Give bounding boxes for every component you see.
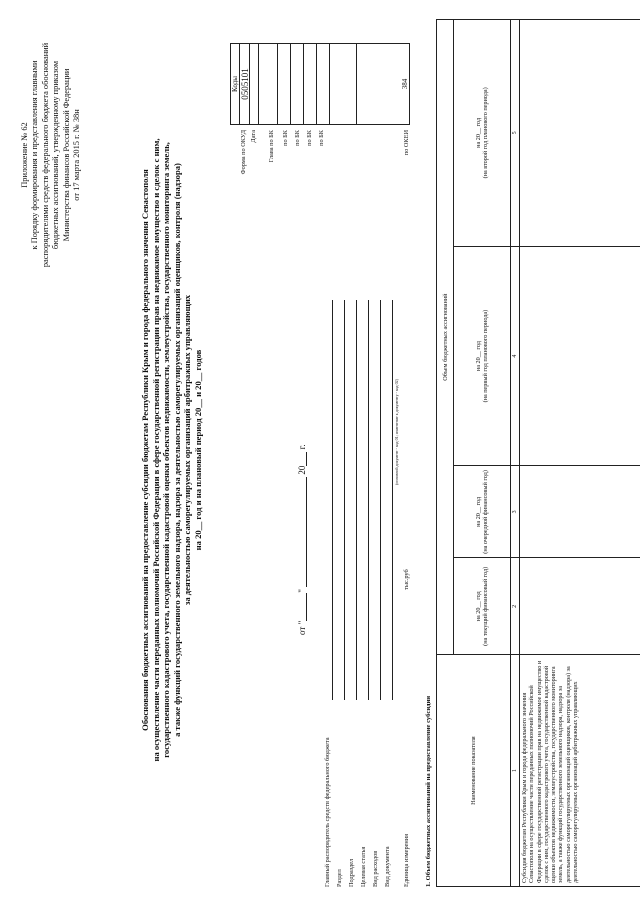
appendix-line: от 17 марта 2015 г. № 38н — [72, 109, 82, 201]
col-header-next-year: на 20__ год (на очередной финансовый год) — [454, 466, 511, 558]
unit-label: Единица измерения — [403, 833, 410, 887]
date-label: Дата — [250, 130, 257, 143]
col-header-plan-year-1: на 20__ год (на первый год планового периода) — [454, 246, 511, 466]
okei-label: по ОКЕИ — [403, 130, 410, 156]
codes-header: Коды — [231, 44, 240, 125]
appendix-line: распорядителями средств федерального бюджета обоснований — [40, 42, 50, 268]
col-number: 1 — [511, 655, 520, 887]
code-label-glava: Глава по БК — [268, 130, 275, 163]
field-line — [344, 300, 345, 700]
code-label-razdel: по БК — [282, 130, 289, 146]
title-line: государственного кадастрового учета, государственной кадастровой оценки объектов недвижимости, землеустройства, государственного мониторинга земель, — [161, 142, 172, 758]
field-label-section: Раздел — [336, 869, 343, 887]
date-code-cell — [249, 44, 258, 125]
glava-code-cell — [259, 44, 278, 125]
date-line — [297, 444, 307, 635]
code-label-cs: по БК — [306, 130, 313, 146]
date-year-prefix: 20 — [297, 465, 307, 475]
date-from-label: от " — [297, 620, 307, 635]
value-cell — [520, 466, 640, 558]
razdel-code-cell — [278, 44, 291, 125]
field-label-expense-type: Вид расходов — [372, 850, 379, 887]
document-title — [140, 65, 204, 835]
doctype-code-cell — [330, 44, 357, 125]
date-month-blank — [297, 477, 307, 587]
date-year-blank — [297, 452, 307, 466]
field-line — [356, 300, 357, 700]
code-label-vr: по БК — [318, 130, 325, 146]
code-label-podrazdel: по БК — [294, 130, 301, 146]
field-label-doc-type: Вид документа — [384, 846, 391, 887]
appendix-header — [20, 5, 82, 305]
row-indicator-name: Субсидия бюджетам Республики Крым и города федерального значения Севастополя на осуществление части переданных полномочий Российской Федерации в сфере государственной регистрации прав на недвижимое имущество и сделок с ним, государственного кадастрового учета, государственной кадастровой оценки объектов недвижимости, землеустройства, государственного мониторинга земель, а также функций государственного земельного надзора, надзора за деятельностью саморегулируемых организаций оценщиков, контроля (надзора) за деятельностью саморегулируемых организаций арбитражных управляющих — [520, 655, 640, 887]
title-line: на осуществление части переданных полномочий Российской Федерации в сфере государственной регистрации прав на недвижимое имущество и сделок с ним, — [150, 138, 161, 762]
appendix-line: Приложение № 62 — [20, 122, 29, 188]
field-label-subsection: Подраздел — [348, 858, 355, 887]
col-number: 2 — [511, 558, 520, 655]
okud-label: Форма по ОКУД — [240, 130, 247, 175]
field-line — [380, 300, 381, 700]
value-cell — [520, 558, 640, 655]
field-label-target-article: Целевая статья — [360, 846, 367, 887]
col-header-indicator: Наименование показателя — [437, 655, 511, 887]
title-line: а также функций государственного земельного надзора, надзора за деятельностью саморегулируемых организаций оценщиков, контроля (надзора) — [171, 163, 182, 737]
unit-value: тыс.руб — [403, 569, 410, 590]
podrazdel-code-cell — [291, 44, 304, 125]
value-cell — [520, 20, 640, 247]
vr-code-cell — [317, 44, 330, 125]
okei-code: 384 — [357, 44, 410, 125]
appendix-line: Министерства финансов Российской Федерации — [61, 68, 71, 242]
value-cell — [520, 246, 640, 466]
col-number: 5 — [511, 20, 520, 247]
appendix-line: бюджетных ассигнований, утвержденному приказом — [51, 60, 61, 250]
field-line — [332, 300, 333, 700]
group-header-budget: Объем бюджетных ассигнований — [437, 20, 454, 655]
codes-table — [230, 43, 410, 125]
date-quote: " — [297, 589, 307, 593]
field-line — [368, 300, 369, 700]
col-header-plan-year-2: на 20__ год (на второй год планового периода) — [454, 20, 511, 247]
title-line: на 20__ год и на плановый период 20__ и 20__ годов — [192, 349, 203, 551]
doc-type-note: (основной документ - код 01; изменение к документу - код 02) — [394, 379, 399, 485]
col-number: 3 — [511, 466, 520, 558]
okud-code: 0505101 — [240, 44, 249, 125]
col-header-current-year: на 20__ год (на текущий финансовый год) — [454, 558, 511, 655]
budget-table — [436, 19, 640, 887]
col-number: 4 — [511, 246, 520, 466]
title-line: за деятельностью саморегулируемых организаций арбитражных управляющих — [182, 294, 193, 606]
cs-code-cell — [304, 44, 317, 125]
field-label-chief-manager: Главный распорядитель средств федерального бюджета — [324, 737, 331, 887]
section-title: 1. Объем бюджетных ассигнований на предоставление субсидии — [425, 695, 432, 887]
appendix-line: к Порядку формирования и представления главными — [30, 60, 40, 250]
date-day-blank — [297, 593, 307, 621]
field-line — [392, 300, 393, 700]
title-line: Обоснования бюджетных ассигнований на предоставление субсидии бюджетам Республики Крым и города федерального значения Севастополя — [140, 169, 150, 731]
date-year-suffix: г. — [297, 444, 307, 450]
